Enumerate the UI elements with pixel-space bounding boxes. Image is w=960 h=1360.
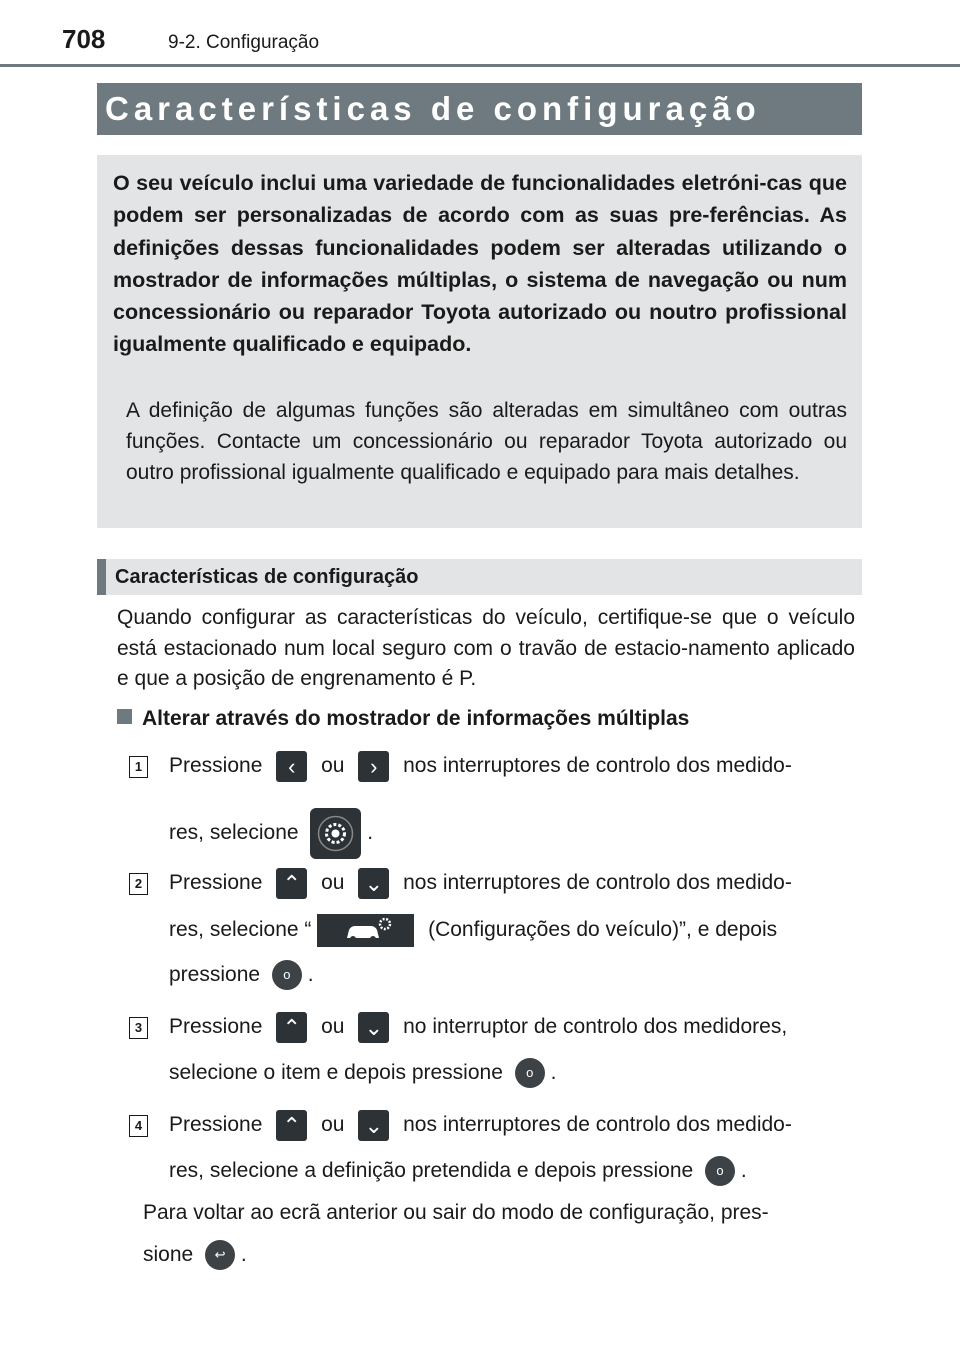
step-3-line-2 [169,1058,556,1088]
step-text: . [307,963,314,986]
section-bar-accent [97,559,106,595]
step-text: nos interruptores de controlo dos medido- [403,754,792,778]
step-text: Pressione [169,1015,263,1039]
step-4-line-1 [169,1110,792,1141]
step-text: res, selecione [169,821,299,845]
step-2-line-3 [169,960,314,990]
chevron-up-icon: ⌃ [276,1110,307,1141]
step-text: pressione [169,963,261,986]
vehicle-settings-icon [317,914,414,947]
step-text: . [240,1243,247,1266]
section-title: Características de configuração [115,566,419,588]
step-text: . [740,1159,747,1182]
bullet-heading [117,705,689,733]
step-1-line-2 [169,808,373,859]
intro-note: A definição de algumas funções são alteradas em simultâneo com outras funções. Contacte um concessionário ou reparador Toyota autorizado ou outro profissional igualmente qualificado e equipado para mais detalhes. [126,399,847,484]
step-text: (Configurações do veículo)”, e depois [428,918,778,942]
bullet-square-icon [117,709,132,724]
step-2-line-2 [169,914,777,947]
step-text: . [550,1061,557,1084]
step-1-line-1 [169,751,855,782]
back-button-icon: ↩ [205,1240,235,1270]
chevron-down-icon: ⌄ [358,1012,389,1043]
step-text: Pressione [169,871,263,895]
step-number-3: 3 [129,1017,148,1039]
step-text: ou [321,871,345,895]
step-number-2: 2 [129,873,148,895]
step-text: res, selecione a definição pretendida e depois pressione [169,1159,694,1182]
step-text: ou [321,1015,345,1039]
intro-text: O seu veículo inclui uma variedade de funcionalidades eletróni-cas que podem ser personalizadas de acordo com as suas pre-ferências. As definições dessas funcionalidades podem ser alteradas utilizando o mostrador de informações múltiplas, o sistema de navegação ou num concessionário ou reparador Toyota autorizado ou noutro profissional igualmente qualificado e equipado. [113,171,847,357]
chevron-left-icon: ‹ [276,751,307,782]
page-title: Características de configuração [97,83,862,135]
ok-button-icon: o [705,1156,735,1186]
section-paragraph: Quando configurar as características do veículo, certifique-se que o veículo está estacionado num local seguro com o travão de estacio-namento aplicado e que a posição de engrenamento é P. [117,606,855,690]
bullet-text: Alterar através do mostrador de informações múltiplas [142,707,690,730]
closing-line-2 [143,1240,247,1270]
step-text: res, selecione “ [169,918,312,942]
step-text: selecione o item e depois pressione [169,1061,503,1084]
step-text: Pressione [169,754,263,778]
step-number-1: 1 [129,756,148,778]
closing-line-1: Para voltar ao ecrã anterior ou sair do modo de configuração, pres- [143,1201,769,1224]
settings-gear-icon [310,808,361,859]
step-text: nos interruptores de controlo dos medido- [403,1113,792,1137]
ok-button-icon: o [272,960,302,990]
chevron-right-icon: › [358,751,389,782]
step-text: nos interruptores de controlo dos medido- [403,871,792,895]
step-number-4: 4 [129,1115,148,1137]
chevron-down-icon: ⌄ [358,1110,389,1141]
step-3-line-1 [169,1012,787,1043]
step-text: ou [321,1113,345,1137]
step-2-line-1 [169,868,792,899]
page-number: 708 [62,24,106,54]
step-text: sione [143,1243,194,1266]
chevron-up-icon: ⌃ [276,868,307,899]
header-rule [0,64,960,67]
ok-button-icon: o [515,1058,545,1088]
chapter-heading: 9-2. Configuração [168,32,320,53]
chevron-down-icon: ⌄ [358,868,389,899]
step-text: Pressione [169,1113,263,1137]
step-text: ou [321,754,345,778]
step-4-line-2 [169,1156,747,1186]
step-text: no interruptor de controlo dos medidores, [403,1015,788,1039]
step-text: . [367,821,374,845]
chevron-up-icon: ⌃ [276,1012,307,1043]
